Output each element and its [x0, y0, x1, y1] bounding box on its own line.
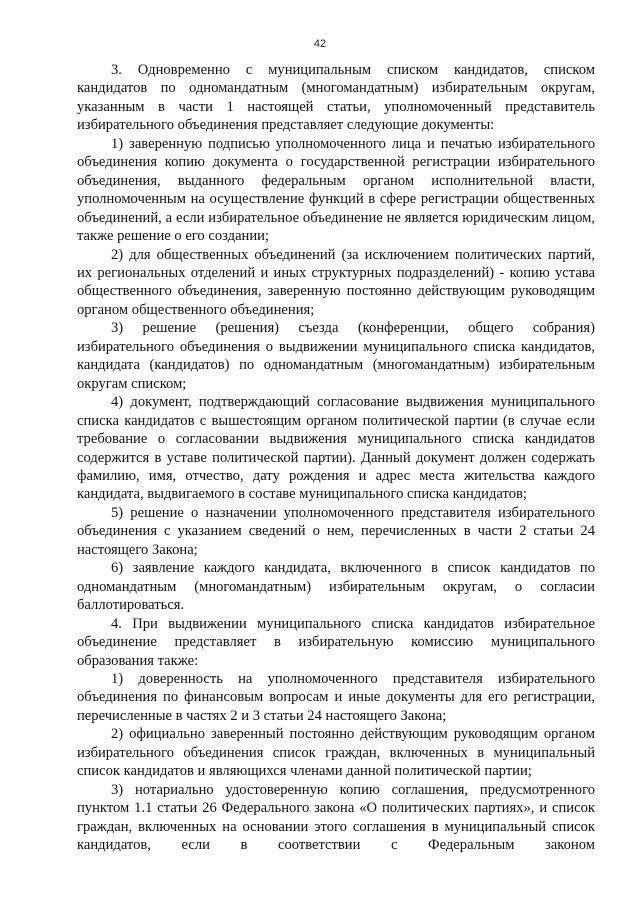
paragraph-part-4-item-3: 3) нотариально удостоверенную копию соглашения, предусмотренного пунктом 1.1 статьи 26 Федерального закона «О политических партиях», и список граждан, включенных на основании этого соглашения в муниципальный список кандидатов, если в соответствии с Федеральным законом — [77, 781, 595, 854]
paragraph-item-3: 3) решение (решения) съезда (конференции, общего собрания) избирательного объединения о выдвижении муниципального списка кандидатов, кандидата (кандидатов) по одномандатным (многомандатным) избирательным округам списком; — [77, 320, 595, 392]
paragraph-part-4-item-1: 1) доверенность на уполномоченного представителя избирательного объединения по финансовым вопросам и иные документы для его регистрации, перечисленные в частях 2 и 3 статьи 24 настоящего Закона; — [77, 670, 595, 724]
paragraph-part-4-intro: 4. При выдвижении муниципального списка кандидатов избирательное объединение представляет в избирательную комиссию муниципального образования также: — [77, 615, 595, 669]
paragraph-item-2: 2) для общественных объединений (за исключением политических партий, их региональных отделений и иных структурных подразделений) - копию устава общественного объединения, заверенную постоянно действующим руководящим органом общественного объединения; — [77, 246, 595, 318]
paragraph-item-6: 6) заявление каждого кандидата, включенного в список кандидатов по одномандатным (многомандатным) избирательным округам, о согласии баллотироваться. — [77, 560, 595, 614]
page-number: 42 — [313, 38, 327, 50]
paragraph-part-3-intro: 3. Одновременно с муниципальным списком кандидатов, списком кандидатов по одномандатным (многомандатным) избирательным округам, указанным в части 1 настоящей статьи, уполномоченный представитель избирательного объединения представляет следующие документы: — [77, 62, 595, 134]
paragraph-part-4-item-2: 2) официально заверенный постоянно действующим руководящим органом избирательного объединения список граждан, включенных в муниципальный список кандидатов и являющихся членами данной политической партии; — [77, 726, 595, 780]
paragraph-item-5: 5) решение о назначении уполномоченного представителя избирательного объединения с указанием сведений о нем, перечисленных в части 2 статьи 24 настоящего Закона; — [77, 504, 595, 558]
paragraph-item-4: 4) документ, подтверждающий согласование выдвижения муниципального списка кандидатов с вышестоящим органом политической партии (в случае если требование о согласовании выдвижения муниципального списка кандидатов содержится в уставе политической партии). Данный документ должен содержать фамилию, имя, отчество, дату рождения и адрес места жительства каждого кандидата, выдвигаемого в составе муниципального списка кандидатов; — [77, 394, 595, 503]
document-body — [77, 61, 595, 854]
paragraph-item-1: 1) заверенную подписью уполномоченного лица и печатью избирательного объединения копию документа о государственной регистрации избирательного объединения, выданного федеральным органом исполнительной власти, уполномоченным на осуществление функций в сфере регистрации общественных объединений, а если избирательное объединение не является юридическим лицом, также решение о его создании; — [77, 135, 595, 245]
